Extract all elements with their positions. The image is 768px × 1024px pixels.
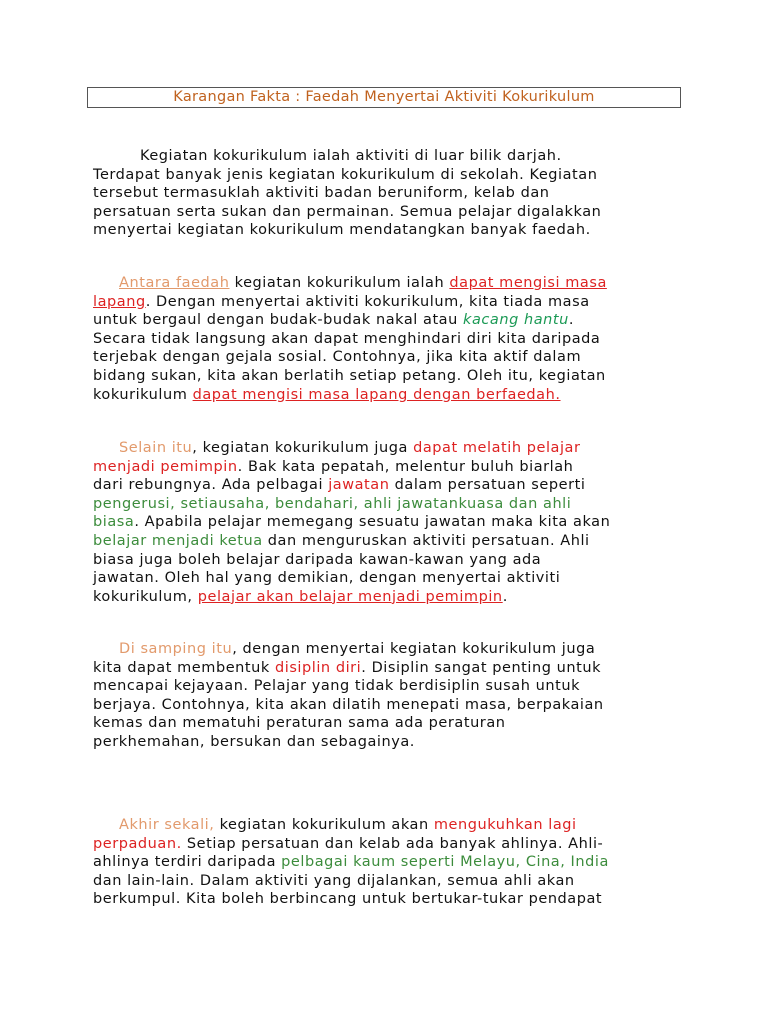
text-line: berkumpul. Kita boleh berbincang untuk bertukar-tukar pendapat (93, 891, 603, 908)
text-span: ahlinya terdiri daripada (93, 854, 282, 871)
example-term: kacang hantu (463, 312, 569, 329)
example-term: pelbagai kaum seperti Melayu, Cina, India (281, 854, 609, 871)
text-span: dan menguruskan aktiviti persatuan. Ahli (262, 532, 590, 549)
text-line: persatuan serta sukan dan permainan. Semua pelajar digalakkan (93, 203, 602, 220)
text-line: pengerusi, setiausaha, bendahari, ahli jawatankuasa dan ahli (93, 495, 572, 512)
essay-title (87, 87, 681, 108)
text-span: kita dapat membentuk (93, 659, 275, 676)
text-span: kokurikulum (93, 386, 193, 403)
text-span: . (568, 312, 575, 329)
text-line (93, 274, 688, 293)
text-line: Terdapat banyak jenis kegiatan kokurikulum di sekolah. Kegiatan (93, 166, 598, 183)
key-point: menjadi pemimpin (93, 458, 238, 475)
key-point: pelajar akan belajar menjadi pemimpin (197, 588, 503, 605)
key-point: jawatan (328, 477, 390, 494)
key-point: disiplin diri (275, 659, 362, 676)
key-point: dapat mengisi masa (449, 275, 607, 291)
text-span: kegiatan kokurikulum ialah (229, 275, 450, 291)
text-line (93, 386, 688, 405)
text-span: untuk bergaul dengan budak-budak nakal atau (93, 312, 464, 329)
point-marker: Akhir sekali, (119, 817, 215, 833)
text-line: Secara tidak langsung akan dapat menghindari diri kita daripada (93, 330, 601, 347)
text-line: kemas dan mematuhi peraturan sama ada peraturan (93, 715, 506, 732)
key-point: dapat melatih pelajar (413, 440, 581, 456)
text-span: , kegiatan kokurikulum juga (192, 440, 414, 456)
text-line (93, 816, 688, 835)
text-line: jawatan. Oleh hal yang demikian, dengan menyertai aktiviti (93, 570, 561, 587)
text-span: . Dengan menyertai aktiviti kokurikulum, kita tiada masa (145, 293, 590, 310)
text-line (93, 476, 688, 495)
text-line (93, 513, 688, 532)
key-point: mengukuhkan lagi (433, 817, 577, 833)
text-line: dan lain-lain. Dalam aktiviti yang dijalankan, semua ahli akan (93, 872, 575, 889)
example-term: biasa (93, 514, 135, 531)
text-line (93, 439, 688, 458)
paragraph-point-4 (93, 816, 688, 909)
point-marker: Di samping itu (119, 641, 233, 657)
text-span: kegiatan kokurikulum akan (214, 817, 434, 833)
paragraph-point-2 (93, 439, 688, 606)
text-line (93, 659, 688, 678)
text-span: , dengan menyertai kegiatan kokurikulum juga (232, 641, 596, 657)
text-line (93, 532, 688, 551)
text-line: biasa juga boleh belajar daripada kawan-kawan yang ada (93, 551, 542, 568)
text-line (93, 458, 688, 477)
paragraph-point-3 (93, 640, 688, 752)
key-point: lapang (93, 293, 146, 310)
point-marker: Antara faedah (119, 275, 230, 291)
text-line (93, 640, 688, 659)
text-span: . (502, 588, 508, 605)
text-span: dari rebungnya. Ada pelbagai (93, 477, 329, 494)
key-point: perpaduan. (93, 835, 182, 852)
text-span: dalam persatuan seperti (389, 477, 586, 494)
text-line: berjaya. Contohnya, kita akan dilatih menepati masa, berpakaian (93, 696, 604, 713)
text-line (93, 588, 688, 607)
text-line (93, 853, 688, 872)
text-line: menyertai kegiatan kokurikulum mendatangkan banyak faedah. (93, 222, 591, 239)
text-line (93, 293, 688, 312)
text-span: . Bak kata pepatah, melentur buluh biarlah (237, 458, 574, 475)
text-span: . Disiplin sangat penting untuk (361, 659, 602, 676)
text-line: Kegiatan kokurikulum ialah aktiviti di luar bilik darjah. (140, 148, 562, 164)
text-line: perkhemahan, bersukan dan sebagainya. (93, 733, 415, 750)
title-text: Karangan Fakta : Faedah Menyertai Aktiviti Kokurikulum (173, 89, 595, 105)
text-span: kokurikulum, (93, 588, 198, 605)
example-term: belajar menjadi ketua (93, 532, 263, 549)
text-span: . Apabila pelajar memegang sesuatu jawatan maka kita akan (134, 514, 611, 531)
text-line (93, 311, 688, 330)
paragraph-intro (93, 147, 688, 240)
text-line: mencapai kejayaan. Pelajar yang tidak berdisiplin susah untuk (93, 678, 581, 695)
text-line: bidang sukan, kita akan berlatih setiap petang. Oleh itu, kegiatan (93, 367, 606, 384)
text-line: tersebut termasuklah aktiviti badan beruniform, kelab dan (93, 185, 550, 202)
paragraph-point-1 (93, 274, 688, 404)
text-line: terjebak dengan gejala sosial. Contohnya, jika kita aktif dalam (93, 349, 582, 366)
key-point: dapat mengisi masa lapang dengan berfaedah. (192, 386, 561, 403)
text-line (93, 835, 688, 854)
point-marker: Selain itu (119, 440, 193, 456)
text-span: Setiap persatuan dan kelab ada banyak ahlinya. Ahli- (181, 835, 604, 852)
